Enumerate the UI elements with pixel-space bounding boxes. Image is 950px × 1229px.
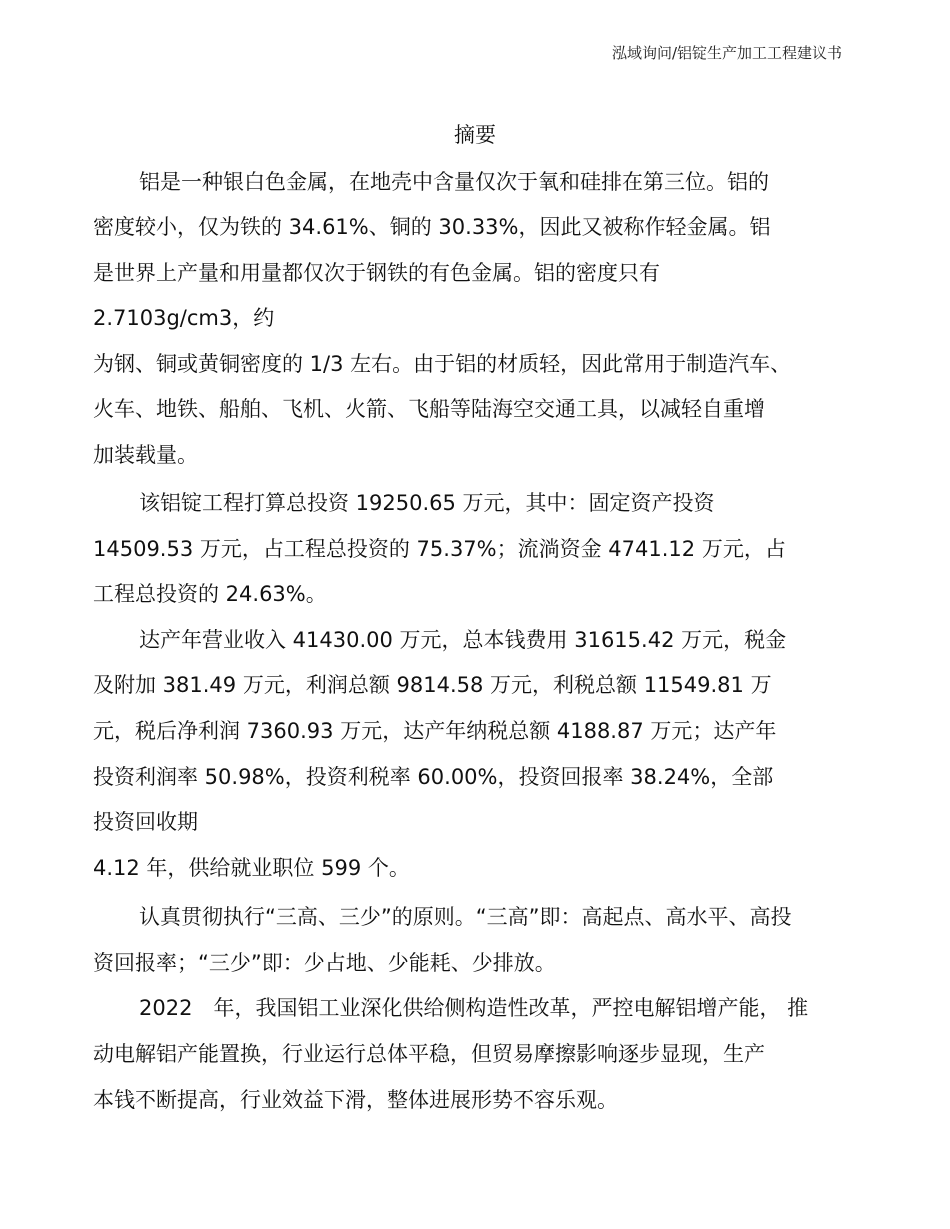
paragraph-2-line-3: 工程总投资的 24.63%。: [93, 582, 327, 606]
paragraph-5-line-1: 2022 年，我国铝工业深化供给侧构造性改革，严控电解铝增产能， 推: [139, 996, 809, 1020]
paragraph-4-line-1: 认真贯彻执行“三高、三少”的原则。“三高”即：高起点、高水平、高投: [139, 905, 792, 929]
paragraph-1-line-3: 是世界上产量和用量都仅次于钢铁的有色金属。铝的密度只有: [93, 261, 660, 285]
paragraph-3-line-2: 及附加 381.49 万元，利润总额 9814.58 万元，利税总额 11549.81 万: [93, 673, 772, 697]
paragraph-1-line-7: 加装载量。: [93, 443, 198, 467]
paragraph-2-line-2: 14509.53 万元，占工程总投资的 75.37%；流淌资金 4741.12 万元，占: [93, 537, 786, 561]
section-title: 摘要: [454, 123, 496, 147]
paragraph-3-line-1: 达产年营业收入 41430.00 万元，总本钱费用 31615.42 万元，税金: [139, 628, 787, 652]
paragraph-3-line-5: 投资回收期: [93, 810, 198, 834]
paragraph-1-line-2: 密度较小，仅为铁的 34.61%、铜的 30.33%，因此又被称作轻金属。铝: [93, 215, 771, 239]
paragraph-3-line-4: 投资利润率 50.98%，投资利税率 60.00%，投资回报率 38.24%，全部: [93, 765, 774, 789]
paragraph-2-line-1: 该铝锭工程打算总投资 19250.65 万元，其中：固定资产投资: [139, 491, 715, 515]
page-header: 泓域询问/铝锭生产加工工程建议书: [611, 44, 842, 62]
paragraph-1-line-5: 为钢、铜或黄铜密度的 1/3 左右。由于铝的材质轻，因此常用于制造汽车、: [93, 352, 792, 376]
paragraph-5-line-3: 本钱不断提高，行业效益下滑，整体进展形势不容乐观。: [93, 1088, 618, 1112]
paragraph-4-line-2: 资回报率；“三少”即：少占地、少能耗、少排放。: [93, 951, 556, 975]
paragraph-1-line-6: 火车、地铁、船舶、飞机、火箭、飞船等陆海空交通工具，以减轻自重增: [93, 397, 765, 421]
paragraph-3-line-6: 4.12 年，供给就业职位 599 个。: [93, 856, 410, 880]
paragraph-1-line-1: 铝是一种银白色金属，在地壳中含量仅次于氧和硅排在第三位。铝的: [139, 170, 769, 194]
paragraph-5-line-2: 动电解铝产能置换，行业运行总体平稳，但贸易摩擦影响逐步显现，生产: [93, 1042, 765, 1066]
paragraph-1-line-4: 2.7103g/cm3，约: [93, 306, 275, 330]
paragraph-3-line-3: 元，税后净利润 7360.93 万元，达产年纳税总额 4188.87 万元；达产年: [93, 719, 777, 743]
